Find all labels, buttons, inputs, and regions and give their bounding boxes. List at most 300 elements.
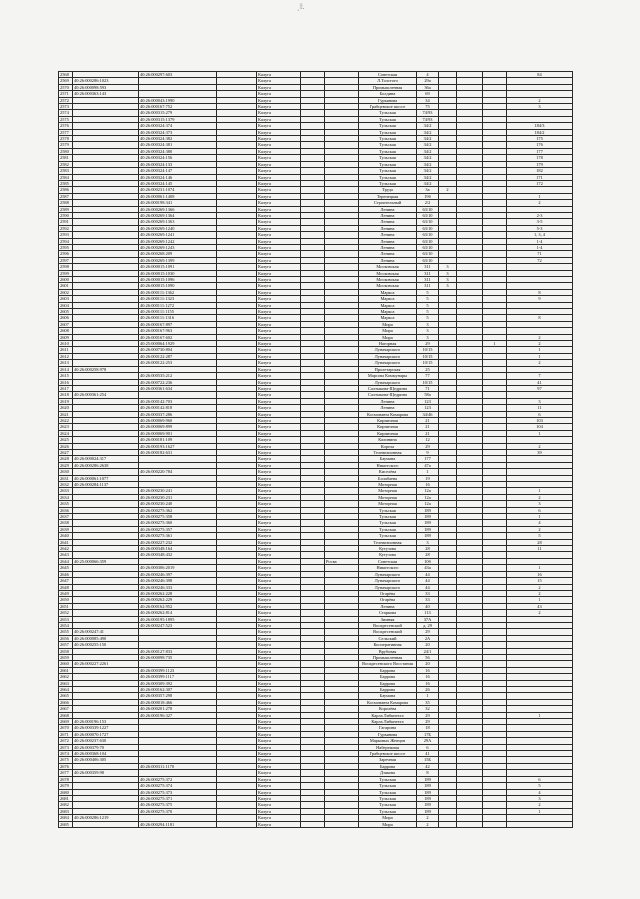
house-number: 63/10 xyxy=(417,232,439,238)
street-name: Маркса xyxy=(359,296,417,302)
blank-cell xyxy=(457,821,483,827)
city-name: Калуга xyxy=(257,776,301,782)
house-number: 16 xyxy=(417,667,439,673)
city-name: Калуга xyxy=(257,136,301,142)
building-cadastral-number: 40:26:000162:952 xyxy=(139,603,217,609)
house-number: 74/93 xyxy=(417,116,439,122)
house-number: 1 xyxy=(417,469,439,475)
house-number: 69 xyxy=(417,91,439,97)
register-rows xyxy=(59,72,573,828)
city-name: Калуга xyxy=(257,104,301,110)
row-number: 2667 xyxy=(59,706,73,712)
apartment-number: 39 xyxy=(507,449,573,455)
apartment-number: 178 xyxy=(507,155,573,161)
land-cadastral-number: 40:26:000196:153 xyxy=(73,719,139,725)
city-name: Калуга xyxy=(257,212,301,218)
apartment-number: 2 xyxy=(507,334,573,340)
house-number: 3а xyxy=(417,187,439,193)
city-name: Калуга xyxy=(257,507,301,513)
street-name: Московская xyxy=(359,283,417,289)
building-number: 2 xyxy=(439,187,457,193)
street-name: Ленина xyxy=(359,257,417,263)
street-name: Луначарского xyxy=(359,571,417,577)
street-name: Луначарского xyxy=(359,353,417,359)
street-name: Маркса xyxy=(359,309,417,315)
row-number: 2679 xyxy=(59,783,73,789)
city-name: Калуга xyxy=(257,283,301,289)
building-cadastral-number: 40:26:000324:133 xyxy=(139,161,217,167)
row-number: 2638 xyxy=(59,520,73,526)
city-name: Калуга xyxy=(257,731,301,737)
house-number: 63/10 xyxy=(417,212,439,218)
house-number: 34/2 xyxy=(417,148,439,154)
city-name: Калуга xyxy=(257,719,301,725)
land-cadastral-number: 40:26:000237:630 xyxy=(73,738,139,744)
register-sheet xyxy=(58,71,572,828)
building-cadastral-number: 40:26:000162:307 xyxy=(139,687,217,693)
house-number: 189 xyxy=(417,802,439,808)
street-name: Киселёва xyxy=(359,469,417,475)
building-cadastral-number: 40:26:000015:1030 xyxy=(139,270,217,276)
city-name: Калуга xyxy=(257,738,301,744)
building-cadastral-number: 40:26:000230:240 xyxy=(139,501,217,507)
city-name: Калуга xyxy=(257,706,301,712)
row-number: 2636 xyxy=(59,507,73,513)
street-name: Баррова xyxy=(359,687,417,693)
street-name: Дзякова xyxy=(359,770,417,776)
row-number: 2643 xyxy=(59,552,73,558)
building-cadastral-number: 40:26:000337:286 xyxy=(139,411,217,417)
house-number: 113 xyxy=(417,610,439,616)
city-name: Калуга xyxy=(257,578,301,584)
street-name: Маркса xyxy=(359,315,417,321)
city-name: Калуга xyxy=(257,148,301,154)
house-number: 9 xyxy=(417,449,439,455)
apartment-number: 2 xyxy=(507,200,573,206)
apartment-number: 1 xyxy=(507,712,573,718)
land-cadastral-number: 40:26:000368:104 xyxy=(73,751,139,757)
row-number: 2651 xyxy=(59,603,73,609)
row-number: 2685 xyxy=(59,821,73,827)
apartment-number: 7 xyxy=(507,373,573,379)
street-name: Тульская xyxy=(359,783,417,789)
row-number: 2590 xyxy=(59,212,73,218)
row-number: 2597 xyxy=(59,257,73,263)
city-name: Калуга xyxy=(257,180,301,186)
building-cadastral-number: 40:26:000198:341 xyxy=(139,200,217,206)
house-number: 28 xyxy=(417,552,439,558)
floor-number: 1 xyxy=(483,341,507,347)
apartment-number: 2 xyxy=(507,802,573,808)
house-number: 34/2 xyxy=(417,155,439,161)
house-number: 10/15 xyxy=(417,379,439,385)
row-number: 2656 xyxy=(59,635,73,641)
apartment-number: 9 xyxy=(507,296,573,302)
street-name: Кирпичная xyxy=(359,417,417,423)
blank-cell xyxy=(217,821,257,827)
land-cadastral-number: 40:25:000066:359 xyxy=(73,558,139,564)
street-name: Тульская xyxy=(359,129,417,135)
apartment-number: 2 xyxy=(507,494,573,500)
apartment-number: 71 xyxy=(507,251,573,257)
street-name: Ленина xyxy=(359,603,417,609)
street-name: Промышленная xyxy=(359,84,417,90)
house-number: 6 xyxy=(417,744,439,750)
building-cadastral-number: 40:26:000730:804 xyxy=(139,347,217,353)
building-number xyxy=(439,821,457,827)
row-number: 2624 xyxy=(59,430,73,436)
city-name: Калуга xyxy=(257,373,301,379)
row-number: 2617 xyxy=(59,385,73,391)
building-cadastral-number: 40:26:000269:1363 xyxy=(139,219,217,225)
city-name: Калуга xyxy=(257,674,301,680)
row-number: 2654 xyxy=(59,622,73,628)
building-cadastral-number: 40:26:000324:382 xyxy=(139,136,217,142)
house-number: 5 xyxy=(417,315,439,321)
apartment-number: 11 xyxy=(507,405,573,411)
house-number: 56 xyxy=(417,654,439,660)
apartment-number: 6 xyxy=(507,776,573,782)
house-number: 5 xyxy=(417,289,439,295)
city-name: Калуга xyxy=(257,72,301,78)
apartment-number: 104 xyxy=(507,424,573,430)
street-name: Тульская xyxy=(359,116,417,122)
house-number: 34/2 xyxy=(417,123,439,129)
building-cadastral-number: 40:26:000246:398 xyxy=(139,578,217,584)
city-name: Калуга xyxy=(257,456,301,462)
city-name: Калуга xyxy=(257,417,301,423)
street-name: Гурьянова xyxy=(359,97,417,103)
building-cadastral-number: 40:26:000167:752 xyxy=(139,104,217,110)
city-name: Калуга xyxy=(257,91,301,97)
house-number: 20 xyxy=(417,661,439,667)
street-name: Баумана xyxy=(359,693,417,699)
row-number: 2673 xyxy=(59,744,73,750)
street-name: Салтыкова-Щедрина xyxy=(359,392,417,398)
city-name: Калуга xyxy=(257,597,301,603)
building-cadastral-number: 40:26:000306:2019 xyxy=(139,565,217,571)
row-number: 2670 xyxy=(59,725,73,731)
house-number: 21 xyxy=(417,430,439,436)
apartment-number: 177 xyxy=(507,148,573,154)
land-cadastral-number: 40:26:000361:254 xyxy=(73,392,139,398)
street-name: Тульская xyxy=(359,533,417,539)
building-cadastral-number: 40:26:000227:232 xyxy=(139,539,217,545)
city-name: Калуга xyxy=(257,302,301,308)
street-name: Кооперативная xyxy=(359,642,417,648)
row-number: 2606 xyxy=(59,315,73,321)
row-number: 2675 xyxy=(59,757,73,763)
street-name: Промышленная xyxy=(359,654,417,660)
row-number: 2637 xyxy=(59,514,73,520)
city-name: Калуга xyxy=(257,770,301,776)
city-name: Калуга xyxy=(257,571,301,577)
house-number: 10/15 xyxy=(417,353,439,359)
apartment-number: 1 xyxy=(507,353,573,359)
city-name: Калуга xyxy=(257,347,301,353)
house-number: 311 xyxy=(417,277,439,283)
row-number: 2608 xyxy=(59,328,73,334)
street-name: Телевизионная xyxy=(359,539,417,545)
row-number: 2573 xyxy=(59,104,73,110)
house-number: 2/2 xyxy=(417,200,439,206)
city-name: Калуга xyxy=(257,757,301,763)
row-number: 2660 xyxy=(59,661,73,667)
city-name: Калуга xyxy=(257,206,301,212)
street-name: Кутузова xyxy=(359,546,417,552)
street-name: Тульская xyxy=(359,161,417,167)
house-number: 44 xyxy=(417,578,439,584)
city-name: Калуга xyxy=(257,270,301,276)
street-name: Набережная xyxy=(359,744,417,750)
row-number: 2652 xyxy=(59,610,73,616)
apartment-number: 1 xyxy=(507,514,573,520)
apartment-number: 176 xyxy=(507,142,573,148)
apartment-number: 1, 3, 4 xyxy=(507,232,573,238)
apartment-number: 1 xyxy=(507,597,573,603)
street-name: Тульская xyxy=(359,123,417,129)
row-number: 2642 xyxy=(59,546,73,552)
row-number: 2657 xyxy=(59,642,73,648)
building-number: 3 xyxy=(439,277,457,283)
row-number: 2621 xyxy=(59,411,73,417)
street-name: Ленина xyxy=(359,212,417,218)
street-name: Моторная xyxy=(359,488,417,494)
building-cadastral-number: 40:26:000069:960 xyxy=(139,417,217,423)
city-name: Калуга xyxy=(257,469,301,475)
building-cadastral-number: 40:26:000262:814 xyxy=(139,610,217,616)
apartment-number: 5 xyxy=(507,533,573,539)
apartment-number: 5 xyxy=(507,783,573,789)
street-name: Космонавта Комарова xyxy=(359,411,417,417)
building-cadastral-number: 40:25:000064:1929 xyxy=(139,341,217,347)
row-number: 2580 xyxy=(59,148,73,154)
row-number: 2640 xyxy=(59,533,73,539)
house-number: 34/46 xyxy=(417,411,439,417)
street-name: Мира xyxy=(359,328,417,334)
building-cadastral-number: 40:26:000275:375 xyxy=(139,802,217,808)
row-number: 2583 xyxy=(59,168,73,174)
building-cadastral-number: 40:26:000535:212 xyxy=(139,373,217,379)
house-number: 40 xyxy=(417,603,439,609)
building-cadastral-number: 40:26:000247:523 xyxy=(139,622,217,628)
apartment-number: 97 xyxy=(507,385,573,391)
land-cadastral-number: 40:26:000363:143 xyxy=(73,91,139,97)
house-number: 29 xyxy=(417,712,439,718)
apartment-number: 1 xyxy=(507,565,573,571)
row-number: 2586 xyxy=(59,187,73,193)
row-number: 2633 xyxy=(59,488,73,494)
street-name: Тульская xyxy=(359,174,417,180)
house-number: 29 xyxy=(417,719,439,725)
house-number: 34/2 xyxy=(417,136,439,142)
row-number: 2630 xyxy=(59,469,73,475)
building-cadastral-number: 40:26:000181:109 xyxy=(139,437,217,443)
city-name: Калуга xyxy=(257,366,301,372)
apartment-number: 3 xyxy=(507,501,573,507)
row-number: 2619 xyxy=(59,398,73,404)
building-cadastral-number: 40:26:000275:357 xyxy=(139,526,217,532)
house-number: 29а xyxy=(417,78,439,84)
row-number: 2571 xyxy=(59,91,73,97)
city-name: Калуга xyxy=(257,84,301,90)
row-number: 2604 xyxy=(59,302,73,308)
city-name: Калуга xyxy=(257,687,301,693)
building-cadastral-number: 40:26:000275:361 xyxy=(139,533,217,539)
street-name: Моторная xyxy=(359,494,417,500)
street-name: Болабаева xyxy=(359,475,417,481)
apartment-number: 3 xyxy=(507,104,573,110)
street-name: Ленина xyxy=(359,232,417,238)
house-number: 77 xyxy=(417,373,439,379)
apartment-number: 84 xyxy=(507,72,573,78)
street-name: Мира xyxy=(359,815,417,821)
city-name: Калуга xyxy=(257,648,301,654)
row-number: 2595 xyxy=(59,244,73,250)
row-number: 2626 xyxy=(59,443,73,449)
house-number: 8 xyxy=(417,770,439,776)
street-name: Пролетарская xyxy=(359,366,417,372)
city-name: Калуга xyxy=(257,187,301,193)
city-name: Калуга xyxy=(257,155,301,161)
city-name: Калуга xyxy=(257,161,301,167)
street-name: Телевизионная xyxy=(359,449,417,455)
row-number: 2610 xyxy=(59,341,73,347)
house-number: 16 xyxy=(417,680,439,686)
row-number: 2678 xyxy=(59,776,73,782)
city-name: Калуга xyxy=(257,680,301,686)
house-number: 2А xyxy=(417,635,439,641)
row-number: 2603 xyxy=(59,296,73,302)
building-cadastral-number: 40:26:000324:373 xyxy=(139,129,217,135)
apartment-number: 2 xyxy=(507,443,573,449)
city-name: Калуга xyxy=(257,539,301,545)
street-name: Мира xyxy=(359,321,417,327)
row-number: 2627 xyxy=(59,449,73,455)
street-name: Баумана xyxy=(359,456,417,462)
house-number: д. 29 xyxy=(417,622,439,628)
apartment-number: 171 xyxy=(507,174,573,180)
house-number: 2 xyxy=(417,815,439,821)
building-cadastral-number: 40:26:000201:278 xyxy=(139,706,217,712)
row-number: 2645 xyxy=(59,565,73,571)
house-number: 26 xyxy=(417,687,439,693)
row-number: 2644 xyxy=(59,558,73,564)
street-name: Ленина xyxy=(359,225,417,231)
land-cadastral-number: 40:26:000286:1023 xyxy=(73,78,139,84)
city-name: Калуга xyxy=(257,424,301,430)
apartment-number: 43 xyxy=(507,603,573,609)
street-name: Тульская xyxy=(359,789,417,795)
building-cadastral-number: 40:26:000269:1366 xyxy=(139,206,217,212)
building-cadastral-number: 40:26:000122:287 xyxy=(139,353,217,359)
apartment-number: 184/2 xyxy=(507,129,573,135)
city-name: Калуга xyxy=(257,110,301,116)
apartment-number: 1 xyxy=(507,488,573,494)
street-name: Грабцевское шоссе xyxy=(359,104,417,110)
street-name: Карла Либкнехта xyxy=(359,712,417,718)
street-name: Ленина xyxy=(359,206,417,212)
row-number: 2646 xyxy=(59,571,73,577)
street-name: Тульская xyxy=(359,136,417,142)
house-number: 63/10 xyxy=(417,257,439,263)
street-name: Тульская xyxy=(359,514,417,520)
city-name: Калуга xyxy=(257,654,301,660)
city-name: Калуга xyxy=(257,462,301,468)
house-number: 41 xyxy=(417,751,439,757)
house-number: 311 xyxy=(417,264,439,270)
row-number: 2647 xyxy=(59,578,73,584)
street-name: Советская xyxy=(359,558,417,564)
building-cadastral-number: 40:26:000122:253 xyxy=(139,360,217,366)
street-name: Тульская xyxy=(359,795,417,801)
land-cadastral-number: 40:26:000339:1227 xyxy=(73,725,139,731)
apartment-number: 72 xyxy=(507,257,573,263)
city-name: Калуга xyxy=(257,251,301,257)
row-number: 2585 xyxy=(59,180,73,186)
house-number: 3 xyxy=(417,539,439,545)
city-name: Калуга xyxy=(257,565,301,571)
street-name: Маркса xyxy=(359,289,417,295)
house-number: 24/1 xyxy=(417,648,439,654)
row-number: 2588 xyxy=(59,200,73,206)
street-name: Корела xyxy=(359,443,417,449)
row-number: 2570 xyxy=(59,84,73,90)
building-cadastral-number: 40:26:000111:1316 xyxy=(139,315,217,321)
apartment-number: 3 xyxy=(507,398,573,404)
building-cadastral-number: 40:26:000269:1242 xyxy=(139,238,217,244)
land-cadastral-number: 40:26:000061:1077 xyxy=(73,475,139,481)
city-name: Калуга xyxy=(257,584,301,590)
apartment-number: 8 xyxy=(507,315,573,321)
street-name: Сельский xyxy=(359,635,417,641)
street-name: Московская xyxy=(359,264,417,270)
building-cadastral-number: 40:26:000297:603 xyxy=(139,72,217,78)
building-cadastral-number: 40:26:000324:374 xyxy=(139,123,217,129)
building-cadastral-number: 40:26:000275:358 xyxy=(139,514,217,520)
street-name: Мира xyxy=(359,821,417,827)
city-name: Калуга xyxy=(257,635,301,641)
city-name: Калуга xyxy=(257,341,301,347)
row-number: 2584 xyxy=(59,174,73,180)
house-number: 17Б xyxy=(417,731,439,737)
city-name: Калуга xyxy=(257,494,301,500)
building-cadastral-number: 40:26:000111:1155 xyxy=(139,309,217,315)
house-number: 63/10 xyxy=(417,206,439,212)
city-name: Калуга xyxy=(257,379,301,385)
house-number: 2 xyxy=(417,821,439,827)
row-number: 2625 xyxy=(59,437,73,443)
street-name: Нагорная xyxy=(359,341,417,347)
apartment-number: 6 xyxy=(507,507,573,513)
row-number: 2682 xyxy=(59,802,73,808)
building-cadastral-number: 40:26:000230:231 xyxy=(139,494,217,500)
row-number: 2593 xyxy=(59,232,73,238)
house-number: 34 xyxy=(417,97,439,103)
house-number: 42 xyxy=(417,763,439,769)
building-cadastral-number: 40:26:000275:371 xyxy=(139,795,217,801)
apartment-number: 103 xyxy=(507,417,573,423)
row-number: 2602 xyxy=(59,289,73,295)
building-cadastral-number: 40:26:000193:1627 xyxy=(139,443,217,449)
street-name: Тульская xyxy=(359,180,417,186)
building-cadastral-number: 40:26:000069:901 xyxy=(139,430,217,436)
city-name: Калуга xyxy=(257,449,301,455)
street-name: Гурьянова xyxy=(359,731,417,737)
building-cadastral-number: 40:26:000324:381 xyxy=(139,142,217,148)
building-cadastral-number: 40:26:000246:333 xyxy=(139,584,217,590)
house-number: 19б xyxy=(417,193,439,199)
